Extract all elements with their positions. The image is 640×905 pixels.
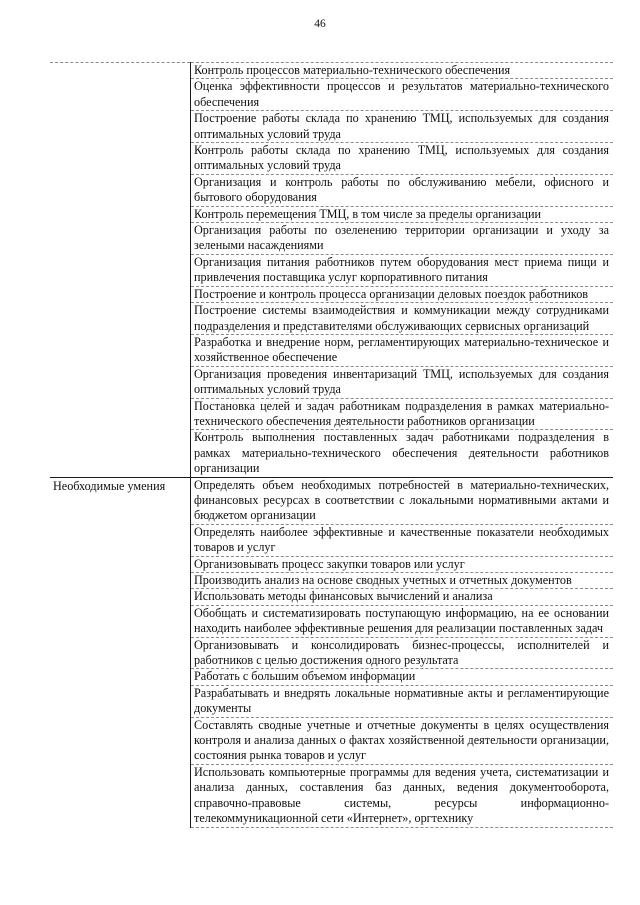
table-cell-item: Использовать методы финансовых вычислений и анализа <box>191 589 614 605</box>
table-cell-item: Организация работы по озеленению территории организации и уходу за зелеными насаждениями <box>191 223 614 255</box>
table-cell-item: Производить анализ на основе сводных учетных и отчетных документов <box>191 573 614 589</box>
table-cell-item: Контроль выполнения поставленных задач работниками подразделения в рамках материально-технического обеспечения деятельности работников организации <box>191 430 614 477</box>
section-label-cell <box>50 63 191 478</box>
table-cell-item: Составлять сводные учетные и отчетные документы в целях осуществления контроля и анализа данных о фактах хозяйственной деятельности организации, состояния рынка товаров и услуг <box>191 717 614 764</box>
section-label-cell <box>50 477 191 827</box>
table-cell-item: Контроль процессов материально-технического обеспечения <box>191 63 614 79</box>
page-number: 46 <box>314 18 326 30</box>
table-cell-item: Разрабатывать и внедрять локальные нормативные акты и регламентирующие документы <box>191 685 614 717</box>
table-cell-item: Контроль перемещения ТМЦ, в том числе за пределы организации <box>191 206 614 222</box>
table-cell-item: Организация и контроль работы по обслуживанию мебели, офисного и бытового оборудования <box>191 174 614 206</box>
table-cell-item: Построение системы взаимодействия и коммуникации между сотрудниками подразделения и представителями обслуживающих сервисных организаций <box>191 303 614 335</box>
table-row <box>50 477 613 524</box>
table-cell-item: Организовывать и консолидировать бизнес-процессы, исполнителей и работников с целью достижения одного результата <box>191 637 614 669</box>
section-label: Необходимые умения <box>53 478 166 493</box>
table-cell-item: Определять наиболее эффективные и качественные показатели необходимых товаров и услуг <box>191 524 614 556</box>
table-cell-item: Работать с большим объемом информации <box>191 669 614 685</box>
table-cell-item: Организовывать процесс закупки товаров или услуг <box>191 556 614 572</box>
table-cell-item: Постановка целей и задач работникам подразделения в рамках материально-технического обеспечения деятельности работников организации <box>191 398 614 430</box>
table-cell-item: Контроль работы склада по хранению ТМЦ, используемых для создания оптимальных условий труда <box>191 143 614 175</box>
table-cell-item: Оценка эффективности процессов и результатов материально-технического обеспечения <box>191 79 614 111</box>
table-body <box>50 63 613 828</box>
labor-functions-table <box>50 62 613 828</box>
table-cell-item: Построение работы склада по хранению ТМЦ, используемых для создания оптимальных условий труда <box>191 111 614 143</box>
table-cell-item: Организация проведения инвентаризаций ТМЦ, используемых для создания оптимальных условий труда <box>191 366 614 398</box>
table-cell-item: Обобщать и систематизировать поступающую информацию, на ее основании находить наиболее эффективные решения для реализации поставленных задач <box>191 605 614 637</box>
table-cell-item: Определять объем необходимых потребностей в материально-технических, финансовых ресурсах в соответствии с локальными нормативными актами и бюджетом организации <box>191 477 614 524</box>
table-cell-item: Использовать компьютерные программы для ведения учета, систематизации и анализа данных, составления баз данных, ведения документооборота, справочно-правовые системы, ресурсы информационно-телекоммуникационной сети «Интернет», оргтехнику <box>191 764 614 827</box>
table-cell-item: Построение и контроль процесса организации деловых поездок работников <box>191 286 614 302</box>
table-row <box>50 63 613 79</box>
table-cell-item: Разработка и внедрение норм, регламентирующих материально-техническое и хозяйственное обеспечение <box>191 334 614 366</box>
table-cell-item: Организация питания работников путем оборудования мест приема пищи и привлечения поставщика услуг корпоративного питания <box>191 254 614 286</box>
section-label <box>53 63 186 64</box>
